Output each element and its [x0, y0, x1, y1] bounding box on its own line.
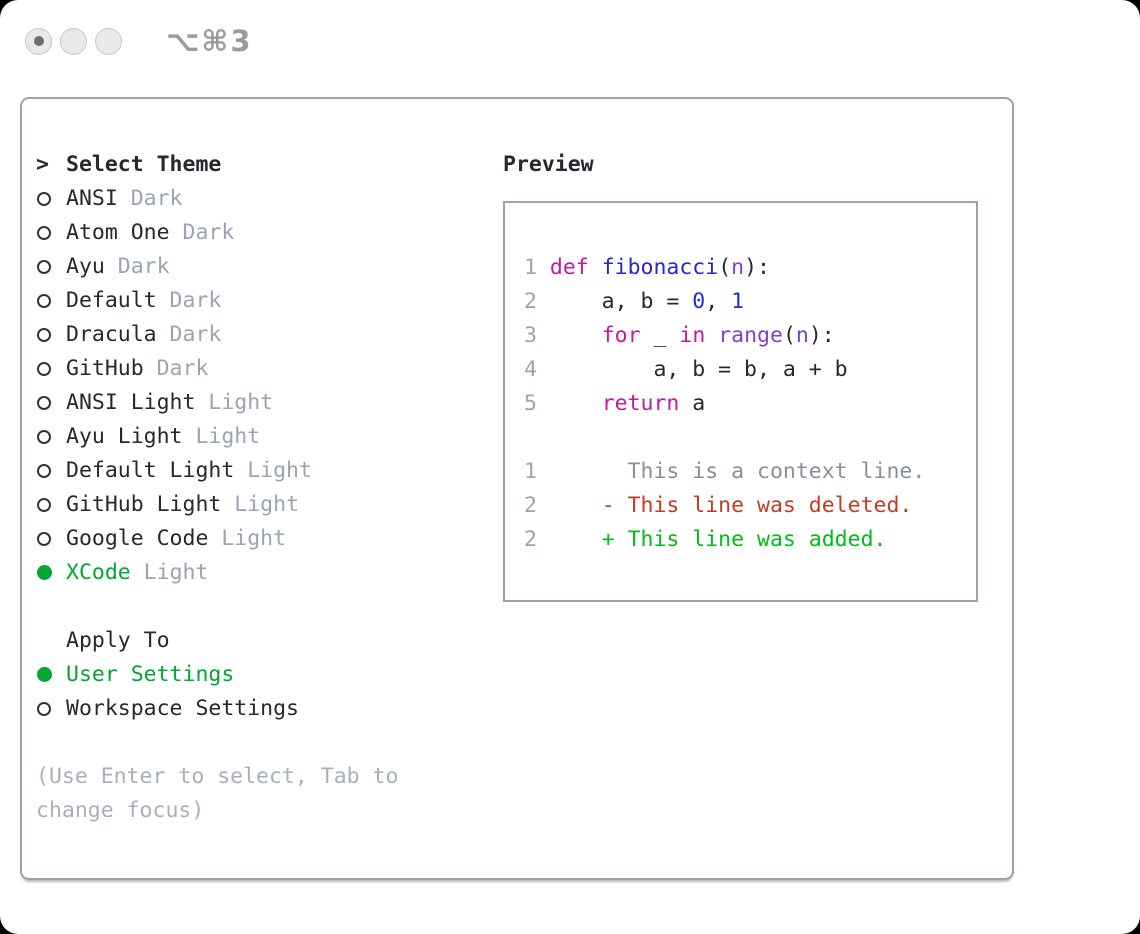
variant-label: Dark — [143, 356, 209, 381]
theme-selector-panel — [20, 97, 1014, 880]
code-line — [524, 455, 976, 489]
keyboard-shortcut-label: ⌥⌘3 — [166, 24, 253, 58]
theme-option[interactable] — [36, 284, 503, 318]
variant-label: Light — [234, 458, 312, 483]
close-button[interactable] — [25, 28, 52, 55]
line-number: 2 — [524, 493, 537, 518]
variant-label: Dark — [156, 322, 222, 347]
variant-label: Dark — [104, 254, 170, 279]
variant-label: Light — [221, 492, 300, 517]
code-token-plain: ): — [808, 323, 835, 348]
spacer-row — [36, 726, 503, 760]
option-label: GitHub Light — [66, 492, 222, 517]
theme-option[interactable] — [36, 250, 503, 284]
radio-unselected-icon[interactable] — [36, 182, 66, 216]
code-token-num: 0 — [692, 289, 706, 314]
apply-to-option[interactable] — [36, 692, 503, 726]
minimize-button[interactable] — [60, 28, 87, 55]
theme-option[interactable] — [36, 216, 503, 250]
option-label: Ayu Light — [66, 424, 183, 449]
code-token-plain — [537, 323, 602, 348]
line-number: 3 — [524, 323, 537, 348]
theme-option[interactable] — [36, 488, 503, 522]
option-label: Dracula — [66, 322, 157, 347]
option-label: Google Code — [66, 526, 209, 551]
zoom-button[interactable] — [95, 28, 122, 55]
code-token-plain — [537, 493, 602, 518]
radio-unselected-icon[interactable] — [36, 692, 66, 726]
apply-to-header — [36, 624, 503, 658]
radio-unselected-icon[interactable] — [36, 454, 66, 488]
radio-unselected-icon[interactable] — [36, 488, 66, 522]
radio-unselected-icon[interactable] — [36, 216, 66, 250]
radio-unselected-icon[interactable] — [36, 352, 66, 386]
code-line — [524, 421, 976, 455]
line-number: 2 — [524, 527, 537, 552]
preview-header: Preview — [503, 152, 594, 177]
code-token-kw: return — [601, 391, 680, 416]
select-theme-title: Select Theme — [66, 152, 222, 177]
code-token-ctx: This is a context line. — [536, 459, 926, 484]
variant-label: Dark — [117, 186, 183, 211]
option-label: XCode — [66, 560, 131, 585]
variant-label: Dark — [169, 220, 235, 245]
apply-to-option[interactable] — [36, 658, 503, 692]
option-label: GitHub — [66, 356, 144, 381]
code-token-plain — [537, 391, 602, 416]
radio-unselected-icon[interactable] — [36, 284, 66, 318]
code-token-pr: n — [731, 255, 745, 280]
code-line — [524, 489, 976, 523]
option-label: User Settings — [66, 662, 235, 687]
code-token-del: - This line was deleted. — [601, 493, 913, 518]
theme-list-column — [36, 148, 503, 878]
radio-selected-icon[interactable] — [36, 556, 66, 590]
apply-to-title: Apply To — [66, 628, 170, 653]
option-label: Workspace Settings — [66, 696, 299, 721]
option-label: ANSI Light — [66, 390, 196, 415]
line-number: 2 — [524, 289, 537, 314]
code-token-kw: def — [549, 255, 589, 280]
code-token-plain: a, b = b, a + b — [536, 357, 848, 382]
variant-label: Light — [208, 526, 287, 551]
radio-unselected-icon[interactable] — [36, 250, 66, 284]
code-line — [524, 387, 976, 421]
code-token-kw: in — [679, 323, 706, 348]
line-number: 1 — [524, 459, 537, 484]
hint-line-1: (Use Enter to select, Tab to — [36, 764, 399, 789]
option-label: Atom One — [66, 220, 170, 245]
radio-selected-icon[interactable] — [36, 658, 66, 692]
theme-option[interactable] — [36, 420, 503, 454]
code-token-plain: _ — [640, 323, 680, 348]
hint-line-2: change focus) — [36, 798, 205, 823]
option-label: Ayu — [66, 254, 105, 279]
line-number: 5 — [524, 391, 537, 416]
code-token-plain — [705, 323, 718, 348]
theme-option[interactable] — [36, 454, 503, 488]
code-token-plain: , — [705, 289, 732, 314]
preview-column — [503, 148, 1012, 878]
option-label: Default — [66, 288, 157, 313]
variant-label: Dark — [156, 288, 222, 313]
code-token-plain: ): — [744, 255, 770, 280]
theme-option[interactable] — [36, 318, 503, 352]
radio-unselected-icon[interactable] — [36, 318, 66, 352]
spacer-row — [36, 590, 503, 624]
code-token-add: + This line was added. — [601, 527, 887, 552]
theme-option[interactable] — [36, 386, 503, 420]
radio-unselected-icon[interactable] — [36, 386, 66, 420]
code-lines — [524, 251, 976, 557]
radio-unselected-icon[interactable] — [36, 420, 66, 454]
theme-option[interactable] — [36, 522, 503, 556]
code-token-fn: fibonacci — [601, 255, 719, 280]
variant-label: Light — [130, 560, 209, 585]
variant-label: Light — [195, 390, 274, 415]
code-line — [524, 523, 976, 557]
titlebar — [25, 24, 253, 58]
code-token-plain: a — [679, 391, 706, 416]
theme-option[interactable] — [36, 556, 503, 590]
code-token-kw: for — [601, 323, 641, 348]
apply-to-list — [36, 658, 503, 726]
theme-option[interactable] — [36, 182, 503, 216]
code-token-plain — [589, 255, 602, 280]
theme-option[interactable] — [36, 352, 503, 386]
radio-unselected-icon[interactable] — [36, 522, 66, 556]
line-number: 4 — [524, 357, 537, 382]
code-line — [524, 353, 976, 387]
code-token-pr: range — [718, 323, 783, 348]
theme-list — [36, 182, 503, 590]
code-token-plain: ( — [782, 323, 796, 348]
prompt-icon: > — [36, 152, 49, 177]
option-label: Default Light — [66, 458, 235, 483]
code-token-pr: n — [795, 323, 809, 348]
select-theme-header — [36, 148, 503, 182]
code-line — [524, 319, 976, 353]
code-token-num: 1 — [731, 289, 745, 314]
line-number: 1 — [524, 255, 537, 280]
code-token-plain: ( — [718, 255, 732, 280]
code-token-plain — [537, 255, 550, 280]
code-token-plain — [537, 527, 602, 552]
code-line — [524, 285, 976, 319]
option-label: ANSI — [66, 186, 118, 211]
code-token-plain: a, b = — [536, 289, 693, 314]
code-line — [524, 251, 976, 285]
code-preview-box — [503, 201, 978, 602]
variant-label: Light — [182, 424, 261, 449]
